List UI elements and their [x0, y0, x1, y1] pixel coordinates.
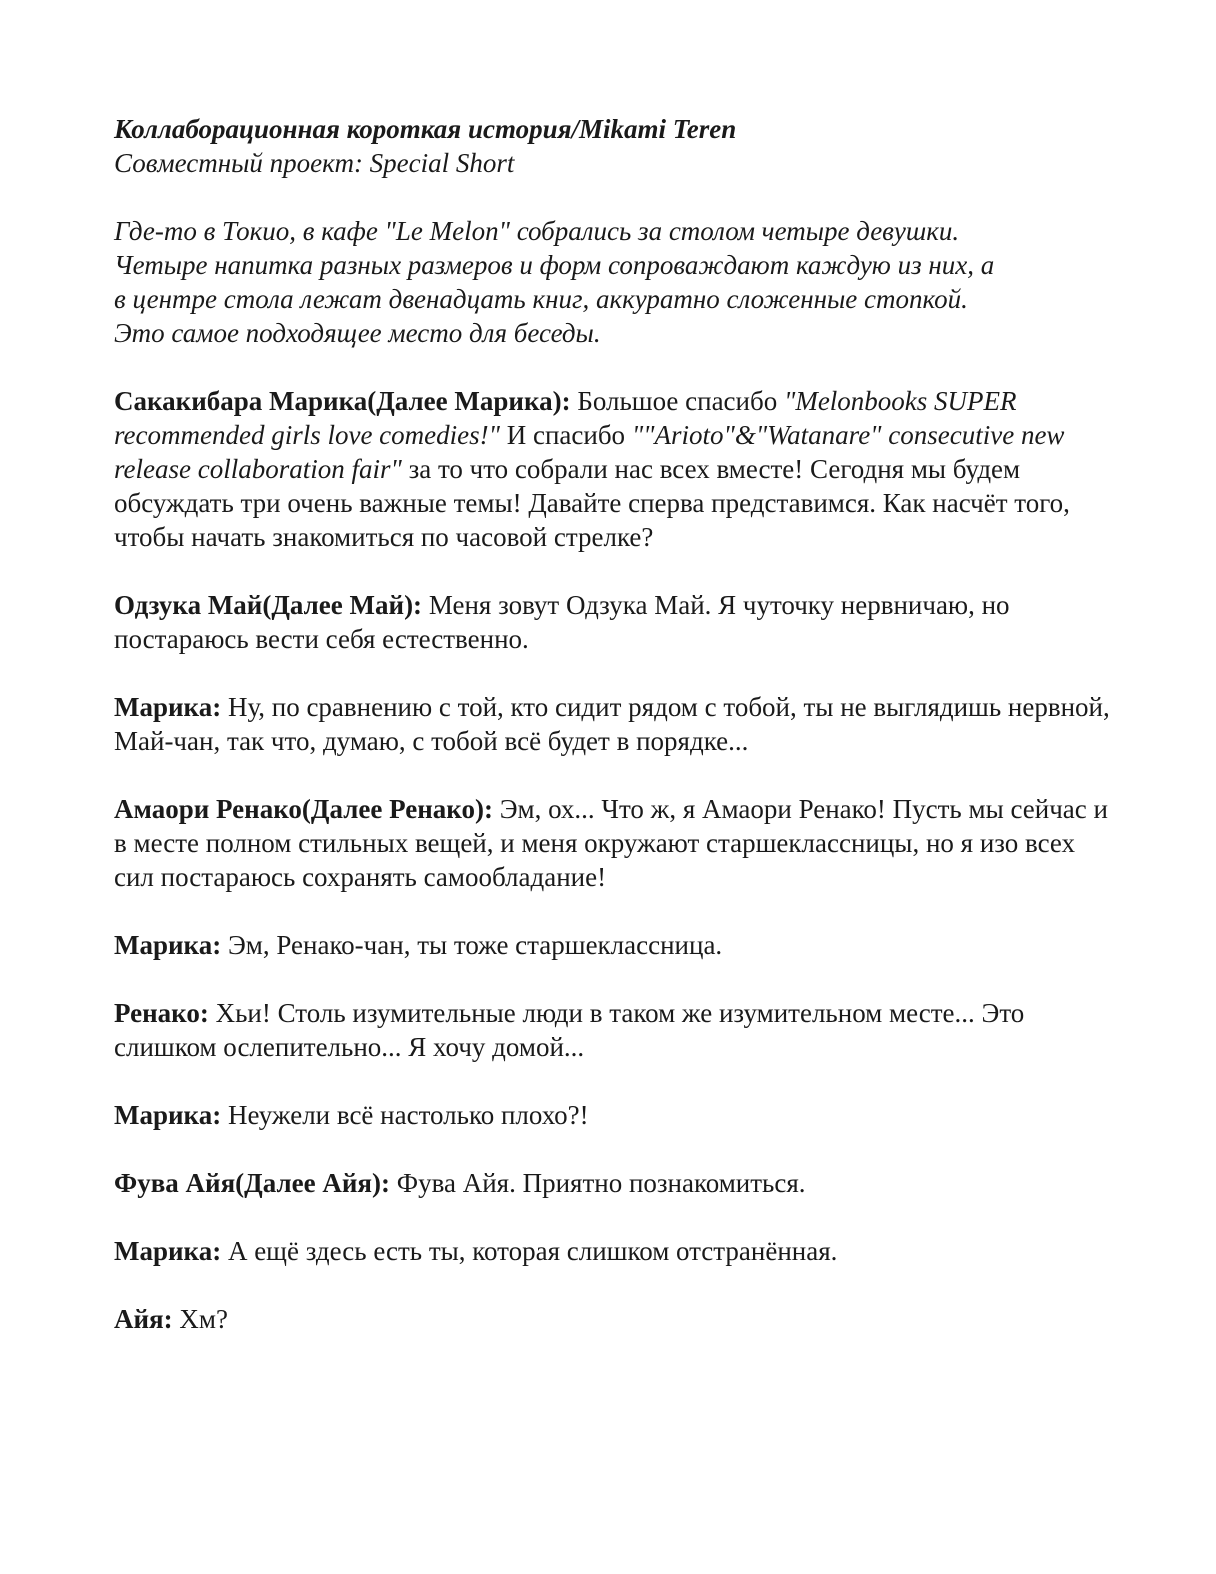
- dialogue-title-ref: ""Arioto"&"Watanare" consecutive new release collaboration fair": [114, 420, 1065, 484]
- spacer: [114, 758, 1114, 792]
- speaker-name: Марика:: [114, 1236, 222, 1266]
- document-page: [114, 112, 1114, 1336]
- spacer: [114, 1064, 1114, 1098]
- spacer: [114, 962, 1114, 996]
- spacer: [114, 894, 1114, 928]
- dialogue-line: [114, 1098, 1114, 1132]
- dialogue-text: Ну, по сравнению с той, кто сидит рядом с тобой, ты не выглядишь нервной, Май-чан, так что, думаю, с тобой всё будет в порядке...: [114, 692, 1110, 756]
- spacer: [114, 350, 1114, 384]
- dialogue-text: Эм, Ренако-чан, ты тоже старшеклассница.: [221, 930, 723, 960]
- intro-line: Это самое подходящее место для беседы.: [114, 318, 601, 348]
- dialogue-text: А ещё здесь есть ты, которая слишком отстранённая.: [221, 1236, 838, 1266]
- dialogue-line: [114, 1234, 1114, 1268]
- spacer: [114, 554, 1114, 588]
- intro-line: Четыре напитка разных размеров и форм сопроваждают каждую из них, а: [114, 250, 995, 280]
- dialogue-text: за то что собрали нас всех вместе! Сегодня мы будем обсуждать три очень важные темы! Давайте сперва представимся. Как насчёт того, чтобы начать знакомиться по часовой стрелке?: [114, 454, 1070, 552]
- dialogue-line: [114, 588, 1114, 656]
- spacer: [114, 1200, 1114, 1234]
- intro-paragraph: [114, 214, 1114, 350]
- speaker-name: Амаори Ренако(Далее Ренако):: [114, 794, 493, 824]
- document-title: Коллаборационная короткая история/Mikami Teren: [114, 114, 737, 144]
- dialogue-line: [114, 996, 1114, 1064]
- speaker-name: Ренако:: [114, 998, 209, 1028]
- speaker-name: Айя:: [114, 1304, 173, 1334]
- dialogue-text: Фува Айя. Приятно познакомиться.: [390, 1168, 806, 1198]
- speaker-name: Одзука Май(Далее Май):: [114, 590, 423, 620]
- speaker-name: Сакакибара Марика(Далее Марика):: [114, 386, 571, 416]
- dialogue-text: Эм, ох... Что ж, я Амаори Ренако! Пусть мы сейчас и в месте полном стильных вещей, и меня окружают старшеклассницы, но я изо всех сил постараюсь сохранять самообладание!: [114, 794, 1108, 892]
- dialogue-text: Хьи! Столь изумительные люди в таком же изумительном месте... Это слишком ослепительно... Я хочу домой...: [114, 998, 1025, 1062]
- dialogue-line: [114, 1166, 1114, 1200]
- speaker-name: Марика:: [114, 692, 222, 722]
- dialogue-text: Меня зовут Одзука Май. Я чуточку нервничаю, но постараюсь вести себя естественно.: [114, 590, 1010, 654]
- document-subtitle: Совместный проект: Special Short: [114, 148, 515, 178]
- dialogue-text: Неужели всё настолько плохо?!: [221, 1100, 589, 1130]
- speaker-name: Марика:: [114, 1100, 222, 1130]
- dialogue-text: И спасибо: [499, 420, 632, 450]
- spacer: [114, 1132, 1114, 1166]
- spacer: [114, 1268, 1114, 1302]
- intro-line: в центре стола лежат двенадцать книг, аккуратно сложенные стопкой.: [114, 284, 968, 314]
- spacer: [114, 656, 1114, 690]
- dialogue-text: Хм?: [172, 1304, 228, 1334]
- dialogue-line: [114, 1302, 1114, 1336]
- dialogue-line: [114, 792, 1114, 894]
- speaker-name: Марика:: [114, 930, 222, 960]
- speaker-name: Фува Айя(Далее Айя):: [114, 1168, 390, 1198]
- dialogue-line: [114, 384, 1114, 554]
- intro-line: Где-то в Токио, в кафе "Le Melon" собрались за столом четыре девушки.: [114, 216, 960, 246]
- dialogue-line: [114, 690, 1114, 758]
- spacer: [114, 180, 1114, 214]
- dialogue-line: [114, 928, 1114, 962]
- dialogue-text: Большое спасибо: [570, 386, 784, 416]
- dialogue-title-ref: "Melonbooks SUPER recommended girls love comedies!": [114, 386, 1017, 450]
